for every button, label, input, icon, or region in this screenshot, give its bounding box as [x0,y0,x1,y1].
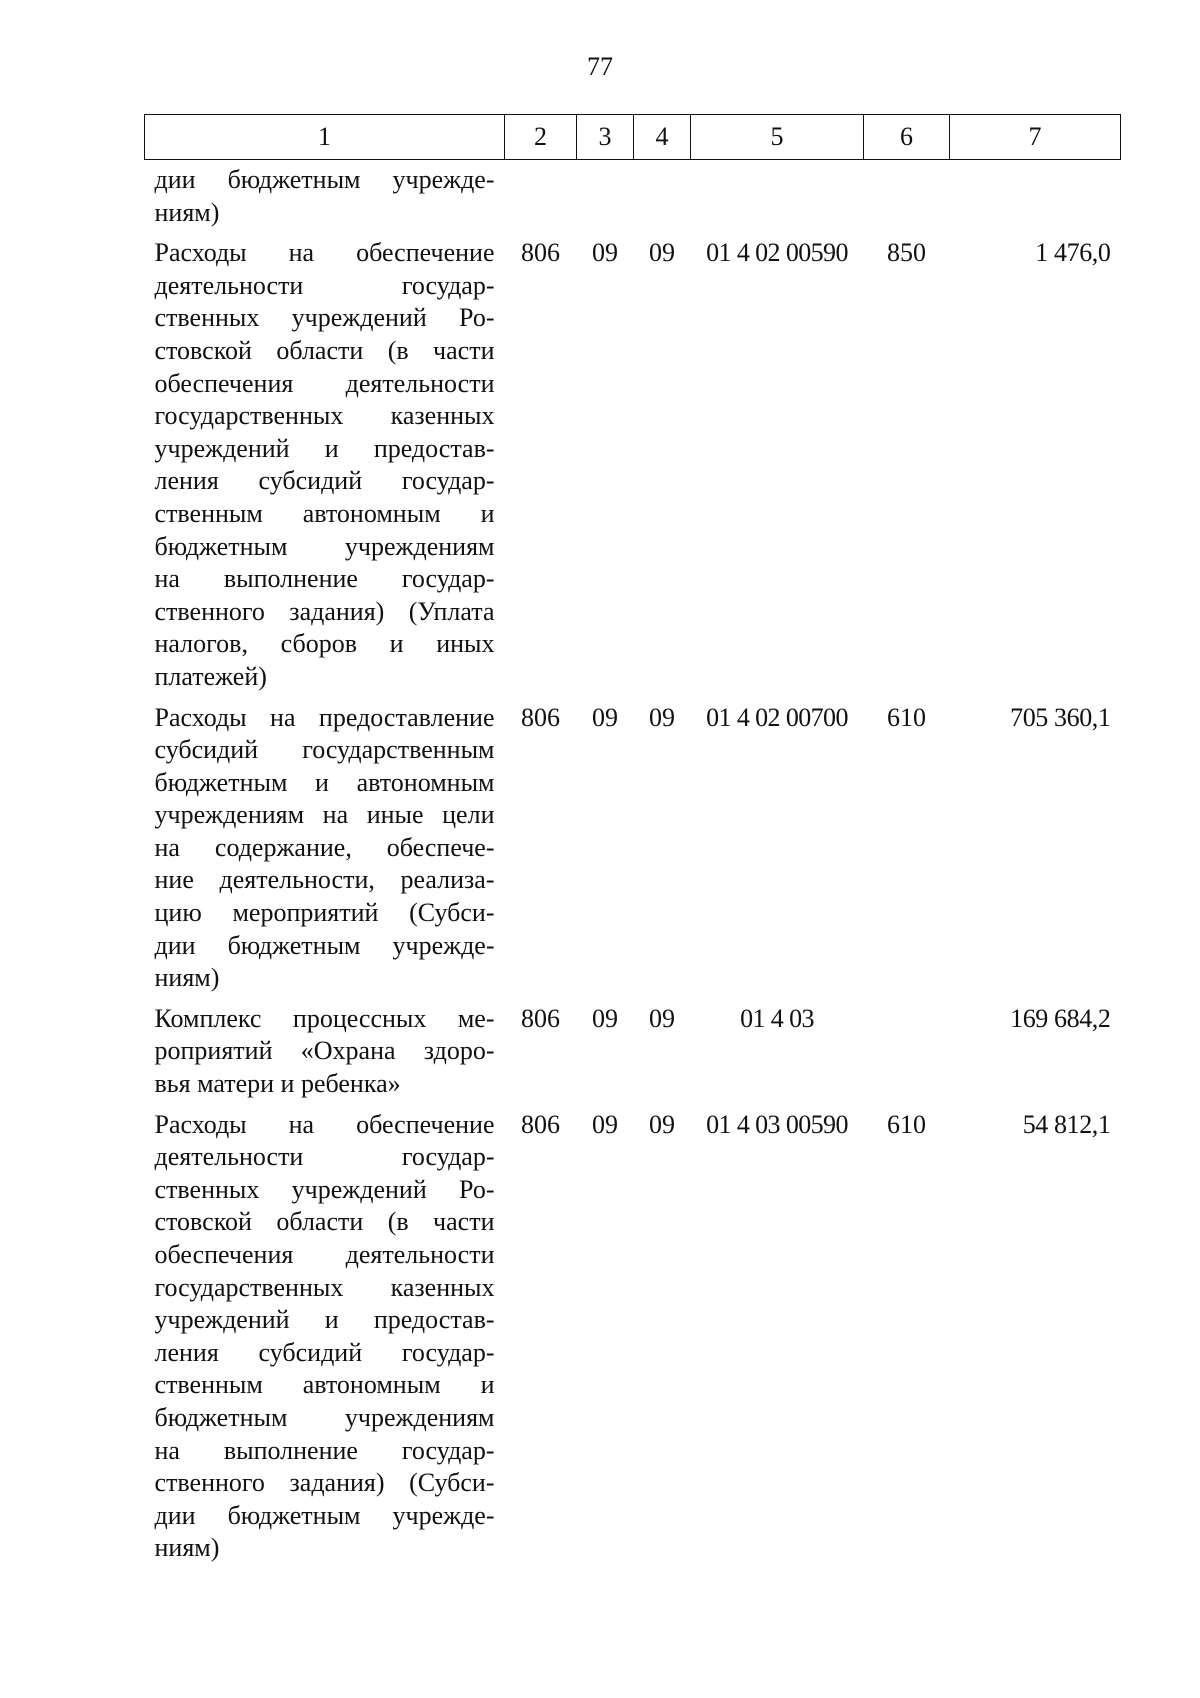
description-line: Расходы на обеспечение [154,238,495,268]
section-cell: 09 [592,1109,618,1139]
description-line: дии бюджетным учрежде- [154,930,495,960]
description-line: Расходы на обеспечение [154,1109,495,1139]
description-line: стовской области (в части [154,1207,495,1237]
description-line: ственного задания) (Субси- [154,1468,495,1498]
description-line: ления субсидий государ- [154,1337,495,1367]
target-article-cell: 01 4 02 00590 [706,238,848,268]
description-line: ниям) [154,1533,220,1563]
admin-code-cell: 806 [521,1003,560,1033]
description-line: налогов, сборов и иных [154,629,495,659]
description-line: субсидий государственным [154,735,495,765]
description-line: бюджетным и автономным [154,767,495,797]
section-cell: 09 [592,1003,618,1033]
header-col-4: 4 [634,115,691,160]
description-line: бюджетным учреждениям [154,531,495,561]
section-cell: 09 [592,238,618,268]
expense-type-cell: 610 [887,702,926,732]
description-line: дии бюджетным учрежде- [154,1500,495,1530]
table-body [145,160,1121,1569]
table-row [145,1105,1121,1569]
description-line: вья матери и ребенка» [154,1069,401,1099]
description-line: учреждений и предостав- [154,1305,495,1335]
description-line: ние деятельности, реализа- [154,865,495,895]
target-article-cell: 01 4 03 [740,1003,814,1033]
description-line: учреждений и предостав- [154,433,495,463]
description-line: ственным автономным и [154,498,495,528]
row-description [145,1105,505,1569]
description-line: ления субсидий государ- [154,466,495,496]
amount-cell: 1 476,0 [1035,238,1111,268]
description-line: на выполнение государ- [154,564,495,594]
table-row [145,233,1121,697]
description-line: платежей) [154,661,267,691]
amount-cell [950,160,1121,234]
row-description [145,999,505,1105]
table-row [145,999,1121,1105]
admin-code-cell: 806 [521,238,560,268]
header-row [145,115,1121,160]
description-line: ственных учреждений Ро- [154,1174,495,1204]
budget-table [144,114,1121,1569]
description-line: на содержание, обеспече- [154,832,495,862]
row-description [145,160,505,234]
admin-code-cell [505,160,577,234]
header-col-6: 6 [864,115,950,160]
amount-cell: 705 360,1 [1010,702,1111,732]
page-number: 77 [587,52,613,81]
table-row [145,698,1121,999]
subsection-cell: 09 [649,702,675,732]
description-line: обеспечения деятельности [154,368,495,398]
header-col-2: 2 [505,115,577,160]
expense-type-cell: 610 [887,1109,926,1139]
description-line: дии бюджетным учрежде- [154,165,495,194]
row-description [145,698,505,999]
description-line: на выполнение государ- [154,1435,495,1465]
description-line: роприятий «Охрана здоро- [154,1036,495,1066]
expense-type-cell: 850 [887,238,926,268]
subsection-cell: 09 [649,1109,675,1139]
header-col-1: 1 [145,115,505,160]
expense-type-cell [864,999,950,1105]
section-cell [577,160,634,234]
admin-code-cell: 806 [521,702,560,732]
admin-code-cell: 806 [521,1109,560,1139]
subsection-cell: 09 [649,1003,675,1033]
amount-cell: 169 684,2 [1010,1003,1111,1033]
description-line: стовской области (в части [154,335,495,365]
target-article-cell: 01 4 03 00590 [706,1109,848,1139]
expense-type-cell [864,160,950,234]
target-article-cell [691,160,864,234]
description-line: государственных казенных [154,401,495,431]
section-cell: 09 [592,702,618,732]
description-line: бюджетным учреждениям [154,1402,495,1432]
description-line: цию мероприятий (Субси- [154,898,495,928]
subsection-cell: 09 [649,238,675,268]
table-row [145,160,1121,234]
header-col-5: 5 [691,115,864,160]
subsection-cell [634,160,691,234]
description-line: учреждениям на иные цели [154,800,495,830]
description-line: деятельности государ- [154,270,495,300]
description-line: ственных учреждений Ро- [154,303,495,333]
description-line: обеспечения деятельности [154,1240,495,1269]
description-line: Расходы на предоставление [154,702,495,732]
description-line: деятельности государ- [154,1142,495,1172]
header-col-3: 3 [577,115,634,160]
row-description [145,233,505,697]
description-line: ниям) [154,197,220,227]
amount-cell: 54 812,1 [1022,1109,1111,1139]
description-line: государственных казенных [154,1272,495,1302]
description-line: Комплекс процессных ме- [154,1003,495,1033]
description-line: ниям) [154,963,220,993]
target-article-cell: 01 4 02 00700 [706,702,848,732]
description-line: ственным автономным и [154,1370,495,1400]
table-header [145,115,1121,160]
header-col-7: 7 [950,115,1121,160]
description-line: ственного задания) (Уплата [154,596,495,626]
